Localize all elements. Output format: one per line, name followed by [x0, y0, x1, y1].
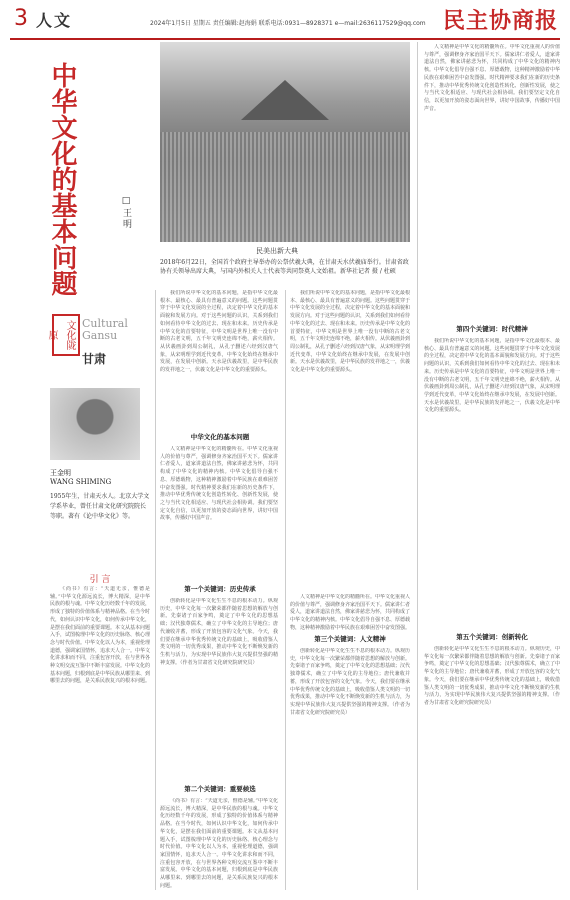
photo-caption-title: 民美出新大典 — [256, 247, 298, 255]
column-seal: 文化陇原 — [52, 314, 80, 356]
paragraph: 创新转化是中华文化生生不息的根本动力。纵观历史，中华文化每一次繁荣都伴随着思想的解放与创新。先秦诸子百家争鸣，奠定了中华文化的思想基础；汉代独尊儒术，确立了中华文化的主导地位；唐代兼收并蓄，形成了开放包容的文化气象。今天，我们要在继承中华优秀传统文化的基础上，吸收借鉴人类文明的一切优秀成果，推动中华文化不断焕发新的生机与活力，为实现中华民族伟大复兴提供坚强的精神支撑。（作者为甘肃省文化研究院研究员） — [290, 648, 410, 716]
paragraph: 《尚书》有言：“天道无亲，惟德是辅。”中华文化源远流长，博大精深，是中华民族的根与魂。中华文化历经数千年的发展，形成了独特的价值体系与精神品格。在当今时代，如何认识中华文化，如何传承中华文化，是摆在我们面前的重要课题。本文从基本问题入手，试图梳理中华文化的历史脉络、核心理念与时代价值。中华文化以人为本，重视伦理道德，强调家国情怀，追求天人合一。中华文化讲求和而不同，注重包容开放，在与世界各种文明交流互鉴中不断丰富发展。中华文化的基本问题，归根到底是中华民族从哪里来、到哪里去的问题，是关系民族复兴的根本问题。 — [160, 798, 278, 888]
body-column-3a — [290, 290, 410, 590]
body-column-2b — [160, 446, 278, 580]
paragraph: 我们所说中华文化的基本问题，是指中华文化最根本、最核心、最具有普遍意义的问题。这些问题贯穿于中华文化发展的全过程，决定着中华文化的基本面貌和发展方向。对于这些问题的认识，关系到我们如何看待中华文化的过去、现在和未来。历史传承是中华文化的首要特征，中华文明是世界上唯一没有中断的古老文明，五千年文明史连绵不绝，薪火相传。从伏羲画卦到周公制礼，从孔子删述六经到汉唐气象，从宋明理学到近代变革，中华文化始终在继承中发展，在发展中创新。天水是伏羲故里，是中华民族的发祥地之一，伏羲文化是中华文化的重要源头。 — [290, 290, 410, 374]
column-divider — [285, 290, 286, 890]
issue-meta: 2024年1月5日 星期五 责任编辑:赵海娟 联系电话:0931—8928371 e—mail:2636117529@qq.com — [150, 20, 426, 27]
paragraph: 人文精神是中华文化的精髓所在。中华文化重视人的价值与尊严，强调修身齐家治国平天下。儒家讲仁者爱人，道家讲道法自然，佛家讲慈悲为怀，共同构成了中华文化的精神内核。中华文化倡导自强不息、厚德载物，这种精神激励着中华民族在艰难困苦中奋发图强。时代精神要求我们在新的历史条件下，推动中华优秀传统文化创造性转化、创新性发展，使之与当代文化相适应、与现代社会相协调。我们要坚定文化自信，以更加开放的姿态面向世界，讲好中国故事，传播好中国声音。 — [160, 446, 278, 522]
page-number: 3 — [14, 6, 28, 31]
body-column-3b — [290, 594, 410, 630]
paragraph: 我们所说中华文化的基本问题，是指中华文化最根本、最核心、最具有普遍意义的问题。这些问题贯穿于中华文化发展的全过程，决定着中华文化的基本面貌和发展方向。对于这些问题的认识，关系到我们如何看待中华文化的过去、现在和未来。历史传承是中华文化的首要特征，中华文明是世界上唯一没有中断的古老文明，五千年文明史连绵不绝，薪火相传。从伏羲画卦到周公制礼，从孔子删述六经到汉唐气象，从宋明理学到近代变革，中华文化始终在继承中发展，在发展中创新。天水是伏羲故里，是中华民族的发祥地之一，伏羲文化是中华文化的重要源头。 — [160, 290, 278, 374]
body-column-2c — [160, 598, 278, 778]
paragraph: 人文精神是中华文化的精髓所在。中华文化重视人的价值与尊严，强调修身齐家治国平天下。儒家讲仁者爱人，道家讲道法自然，佛家讲慈悲为怀，共同构成了中华文化的精神内核。中华文化倡导自强不息、厚德载物，这种精神激励着中华民族在艰难困苦中奋发图强。 — [290, 594, 410, 630]
paragraph: 人文精神是中华文化的精髓所在。中华文化重视人的价值与尊严，强调修身齐家治国平天下。儒家讲仁者爱人，道家讲道法自然，佛家讲慈悲为怀，共同构成了中华文化的精神内核。中华文化倡导自强不息、厚德载物，这种精神激励着中华民族在艰难困苦中奋发图强。时代精神要求我们在新的历史条件下，推动中华优秀传统文化创造性转化、创新性发展，使之与当代文化相适应、与现代社会相协调。我们要坚定文化自信，以更加开放的姿态面向世界，讲好中国故事，传播好中国声音。 — [424, 44, 560, 112]
body-column-2a — [160, 290, 278, 430]
body-column-1 — [50, 586, 150, 886]
section-label: 人文 — [36, 11, 73, 30]
body-column-2d — [160, 798, 278, 888]
page-header — [0, 0, 570, 42]
crowd-image — [160, 132, 410, 242]
author-name: 王金明 — [50, 469, 71, 477]
section-heading: 第一个关键词：历史传承 — [184, 585, 256, 593]
intro-label: 引 言 — [89, 575, 111, 585]
section-heading: 第五个关键词：创新转化 — [456, 633, 528, 641]
author-bio: 1955年生，甘肃天水人。北京大学文学系毕业，曾任甘肃文化研究院院长等职。著有《论中华文化》等。 — [50, 493, 150, 520]
header-rule — [10, 38, 560, 40]
author-name-en: WANG SHIMING — [50, 478, 112, 486]
news-photo — [160, 42, 410, 242]
section-heading: 第二个关键词：重要候选 — [184, 785, 256, 793]
column-english-1: Cultural — [82, 317, 128, 330]
paragraph: 创新转化是中华文化生生不息的根本动力。纵观历史，中华文化每一次繁荣都伴随着思想的解放与创新。先秦诸子百家争鸣，奠定了中华文化的思想基础；汉代独尊儒术，确立了中华文化的主导地位；唐代兼收并蓄，形成了开放包容的文化气象。今天，我们要在继承中华优秀传统文化的基础上，吸收借鉴人类文明的一切优秀成果，推动中华文化不断焕发新的生机与活力，为实现中华民族伟大复兴提供坚强的精神支撑。（作者为甘肃省文化研究院研究员） — [160, 598, 278, 666]
body-column-3c — [290, 648, 410, 888]
paragraph: 我们所说中华文化的基本问题，是指中华文化最根本、最核心、最具有普遍意义的问题。这些问题贯穿于中华文化发展的全过程，决定着中华文化的基本面貌和发展方向。对于这些问题的认识，关系到我们如何看待中华文化的过去、现在和未来。历史传承是中华文化的首要特征，中华文明是世界上唯一没有中断的古老文明，五千年文明史连绵不绝，薪火相传。从伏羲画卦到周公制礼，从孔子删述六经到汉唐气象，从宋明理学到近代变革，中华文化始终在继承中发展，在发展中创新。天水是伏羲故里，是中华民族的发祥地之一，伏羲文化是中华文化的重要源头。 — [424, 338, 560, 414]
column-divider — [417, 42, 418, 890]
masthead: 民主协商报 — [442, 9, 558, 34]
column-english-2: Gansu — [82, 329, 118, 342]
body-column-4a — [424, 44, 560, 320]
section-heading: 中华文化的基本问题 — [190, 433, 250, 441]
section-heading: 第四个关键词：时代精神 — [456, 325, 528, 333]
author-portrait — [50, 388, 140, 460]
column-chinese: 甘肃 — [82, 352, 107, 366]
photo-caption: 2018年6月22日，全国首个政府主导举办的公祭伏羲大典，在甘肃天水伏羲庙举行。甘肃省政协有关领导出席大典，与国内外相关人士代表等共同祭奠人文始祖。新华社记者 摄 / 杜硕 — [160, 259, 409, 275]
temple-roof — [230, 80, 340, 120]
column-divider — [155, 290, 156, 890]
paragraph: 创新转化是中华文化生生不息的根本动力。纵观历史，中华文化每一次繁荣都伴随着思想的解放与创新。先秦诸子百家争鸣，奠定了中华文化的思想基础；汉代独尊儒术，确立了中华文化的主导地位；唐代兼收并蓄，形成了开放包容的文化气象。今天，我们要在继承中华优秀传统文化的基础上，吸收借鉴人类文明的一切优秀成果，推动中华文化不断焕发新的生机与活力，为实现中华民族伟大复兴提供坚强的精神支撑。（作者为甘肃省文化研究院研究员） — [424, 646, 560, 706]
column-badge — [46, 310, 136, 390]
article-title: 中华文化的基本问题 — [47, 62, 77, 296]
author-byline: □王明 — [121, 196, 131, 230]
body-column-4b — [424, 338, 560, 626]
paragraph: 《尚书》有言：“天道无亲，惟德是辅。”中华文化源远流长，博大精深，是中华民族的根与魂。中华文化历经数千年的发展，形成了独特的价值体系与精神品格。在当今时代，如何认识中华文化，如何传承中华文化，是摆在我们面前的重要课题。本文从基本问题入手，试图梳理中华文化的历史脉络、核心理念与时代价值。中华文化以人为本，重视伦理道德，强调家国情怀，追求天人合一。中华文化讲求和而不同，注重包容开放，在与世界各种文明交流互鉴中不断丰富发展。中华文化的基本问题，归根到底是中华民族从哪里来、到哪里去的问题，是关系民族复兴的根本问题。 — [50, 586, 150, 685]
section-heading: 第三个关键词：人文精神 — [314, 635, 386, 643]
body-column-4c — [424, 646, 560, 890]
column-english — [82, 318, 128, 342]
